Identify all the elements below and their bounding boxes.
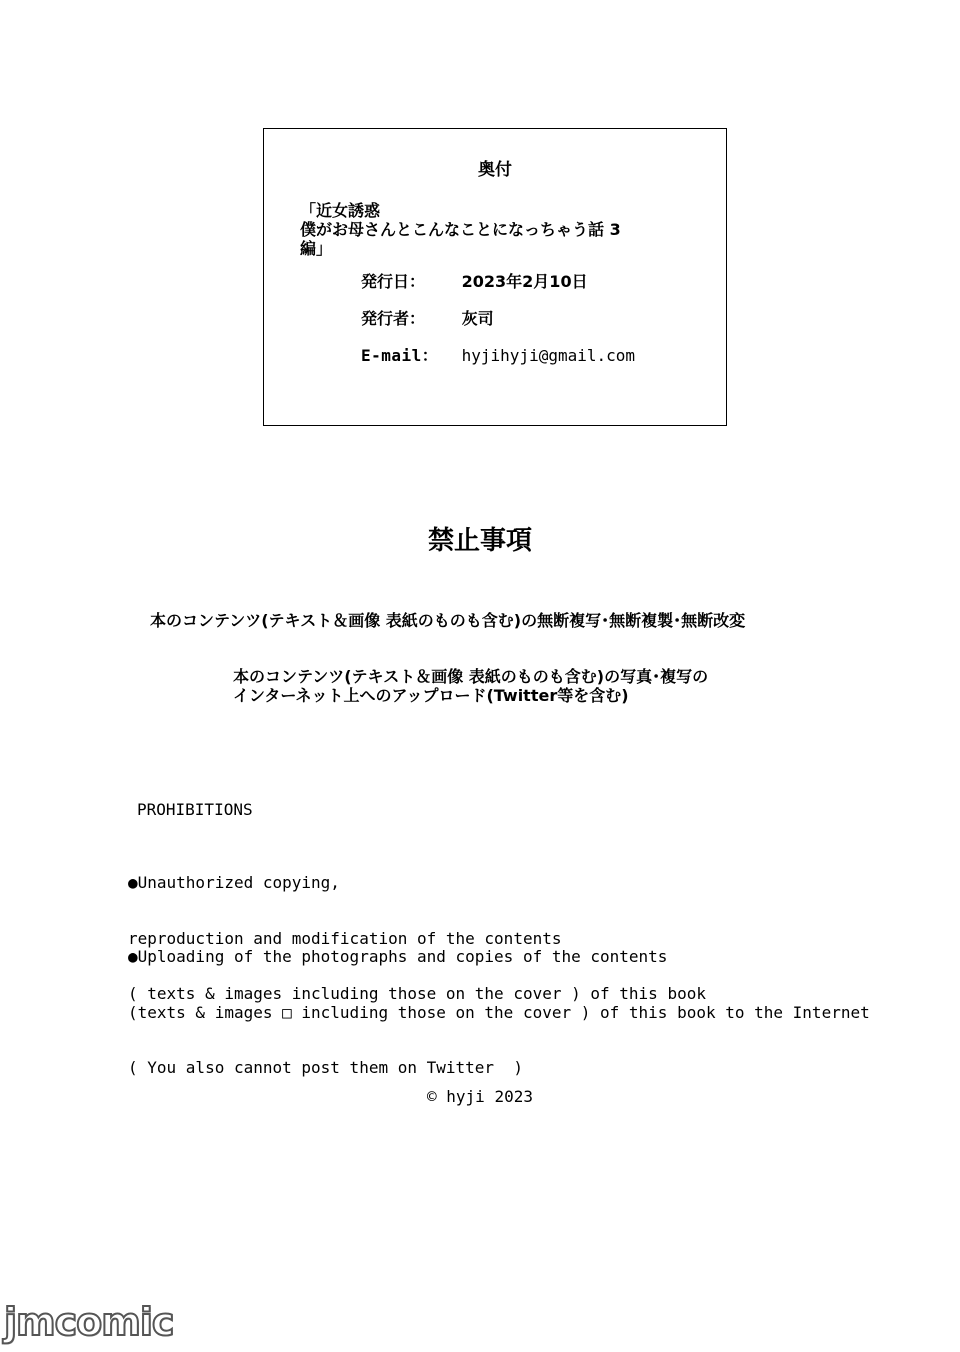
copyright-notice: © hyji 2023 [427,1087,533,1106]
book-title-line: 「近女誘惑 [300,201,381,220]
email-row [361,343,635,366]
prohibition-jp-item-1: 本のコンテンツ(テキスト＆画像 表紙のものも含む)の無断複写･無断複製･無断改変 [150,611,746,630]
prohibitions-heading: 禁止事項 [427,526,532,556]
prohibition-jp-item-2 [233,667,873,705]
prohibition-jp-item-2-line: 本のコンテンツ(テキスト＆画像 表紙のものも含む)の写真･複写の [233,667,709,686]
prohibition-en-line: (texts & images □ including those on the cover ) of this book to the Internet [128,1002,870,1022]
prohibitions-en-heading: PROHIBITIONS [137,800,253,819]
colophon-title: 奥付 [478,160,512,180]
email-value: hyjihyji@gmail.com [461,346,636,365]
colophon-box [263,128,727,426]
prohibition-en-line: reproduction and modification of the contents [128,928,562,948]
email-label: E-mail： [361,346,439,365]
prohibition-en-line: ●Uploading of the photographs and copies of the contents [128,947,668,966]
prohibition-jp-item-2-line: インターネット上へのアップロード(Twitter等を含む) [233,686,629,705]
publisher-row [361,306,494,329]
publisher-label: 発行者： [361,309,426,328]
publish-date-row [361,269,588,292]
prohibition-en-item-2 [128,911,888,1096]
watermark-logo: jmcomic [4,1300,174,1344]
book-title-line: 僕がお母さんとこんなことになっちゃう話 3 [300,220,621,239]
prohibition-en-line: ( You also cannot post them on Twitter ) [128,1058,523,1077]
book-title [300,201,720,258]
prohibition-en-line: ( texts & images including those on the cover ) of this book [128,984,706,1003]
publish-date-label: 発行日： [361,272,426,291]
publish-date-value: 2023年2月10日 [461,272,588,291]
prohibition-en-line: ●Unauthorized copying, [128,873,340,892]
book-title-line: 編」 [300,239,333,258]
publisher-value: 灰司 [461,309,494,328]
